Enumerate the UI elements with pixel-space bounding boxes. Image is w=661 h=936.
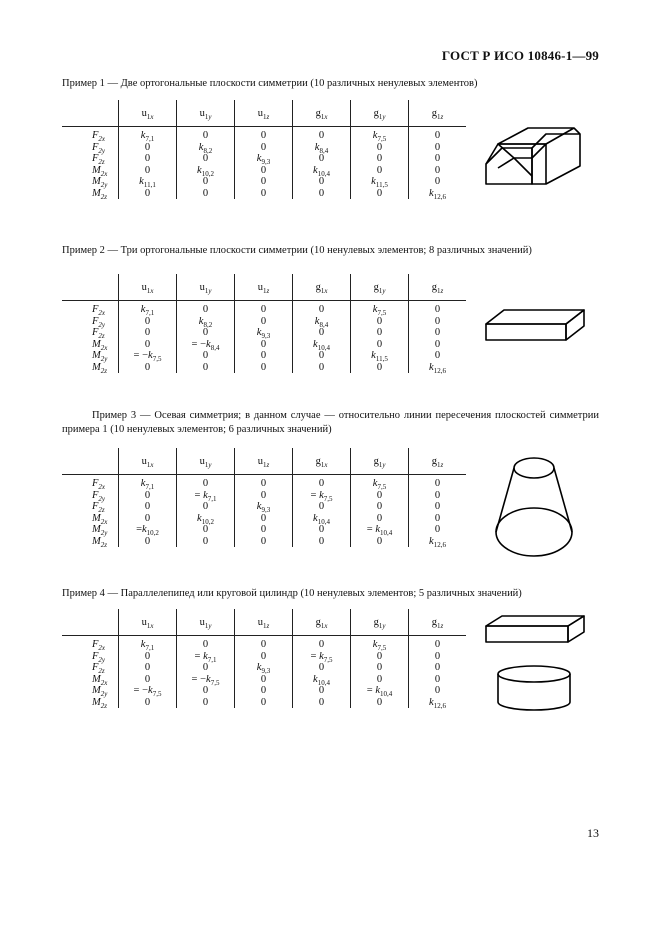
row-label: $F_{2z}$: [92, 662, 105, 675]
matrix-cell: $k_{9,3}$: [235, 327, 293, 339]
matrix-cell: 0: [293, 697, 351, 709]
matrix-cell: 0: [351, 327, 409, 339]
matrix-cell: 0: [235, 697, 293, 709]
matrix-cell: 0: [351, 697, 409, 709]
stiffness-matrix-table: [62, 274, 466, 373]
matrix-cell: 0: [119, 362, 177, 374]
matrix-cell: 0: [409, 501, 467, 513]
matrix-cell: 0: [235, 513, 293, 525]
column-header: $u_{1y}$: [177, 448, 235, 475]
matrix-cell: = $-k_{7,5}$: [119, 685, 177, 697]
row-label: $F_{2y}$: [92, 141, 106, 155]
column-header: $u_{1x}$: [119, 100, 177, 127]
matrix-cell: 0: [119, 651, 177, 663]
matrix-cell: 0: [409, 176, 467, 188]
matrix-cell: 0: [409, 350, 467, 362]
column-header: $g_{1z}$: [409, 448, 467, 475]
corner-cell: [62, 274, 119, 301]
example-caption: Пример 3 — Осевая симметрия; в данном случае — относительно линии пересечения плоскостей симметрии примера 1 (10 ненулевых элементов; 6 различных значений): [62, 410, 599, 435]
matrix-cell: = $k_{10,4}$: [351, 685, 409, 697]
column-header: $g_{1x}$: [293, 448, 351, 475]
matrix-cell: 0: [293, 188, 351, 200]
corner-cell: [62, 609, 119, 636]
matrix-cell: 0: [235, 176, 293, 188]
matrix-cell: 0: [177, 524, 235, 536]
matrix-cell: 0: [119, 339, 177, 351]
column-header: $g_{1z}$: [409, 274, 467, 301]
matrix-cell: 0: [119, 153, 177, 165]
matrix-cell: $k_{12,6}$: [409, 536, 467, 548]
matrix-cell: 0: [235, 127, 293, 142]
matrix-cell: 0: [177, 350, 235, 362]
matrix-cell: 0: [235, 685, 293, 697]
row-label: $F_{2x}$: [92, 130, 106, 143]
row-label: $F_{2y}$: [92, 489, 106, 503]
matrix-cell: 0: [235, 301, 293, 316]
matrix-cell: $k_{7,1}$: [119, 301, 177, 316]
matrix-cell: 0: [177, 127, 235, 142]
matrix-cell: = $-k_{8,4}$: [177, 339, 235, 351]
corner-cell: [62, 448, 119, 475]
matrix-cell: 0: [351, 674, 409, 686]
example-caption: Пример 2 — Три ортогональные плоскости симметрии (10 ненулевых элементов; 8 различных значений): [62, 245, 532, 256]
matrix-cell: 0: [235, 524, 293, 536]
matrix-cell: 0: [119, 536, 177, 548]
matrix-cell: 0: [293, 176, 351, 188]
matrix-cell: $k_{7,5}$: [351, 301, 409, 316]
matrix-cell: 0: [177, 327, 235, 339]
matrix-cell: 0: [293, 153, 351, 165]
matrix-cell: $k_{8,4}$: [293, 142, 351, 154]
matrix-cell: 0: [119, 327, 177, 339]
matrix-cell: 0: [409, 301, 467, 316]
matrix-cell: $k_{7,5}$: [351, 127, 409, 142]
row-label: $F_{2y}$: [92, 315, 106, 329]
corner-cell: [62, 100, 119, 127]
matrix-cell: 0: [177, 536, 235, 548]
matrix-cell: 0: [177, 301, 235, 316]
matrix-cell: $=k_{10,2}$: [119, 524, 177, 536]
row-label: $F_{2z}$: [92, 153, 105, 166]
matrix-cell: 0: [409, 165, 467, 177]
matrix-cell: $k_{7,1}$: [119, 127, 177, 142]
column-header: $u_{1y}$: [177, 274, 235, 301]
column-header: $u_{1x}$: [119, 609, 177, 636]
matrix-cell: $k_{8,4}$: [293, 316, 351, 328]
matrix-cell: 0: [235, 536, 293, 548]
matrix-cell: 0: [235, 339, 293, 351]
matrix-cell: 0: [409, 127, 467, 142]
matrix-cell: 0: [235, 651, 293, 663]
matrix-cell: 0: [177, 475, 235, 490]
matrix-cell: $k_{9,3}$: [235, 662, 293, 674]
column-header: $u_{1z}$: [235, 274, 293, 301]
matrix-cell: 0: [351, 513, 409, 525]
matrix-cell: 0: [409, 142, 467, 154]
matrix-cell: 0: [351, 490, 409, 502]
matrix-cell: 0: [409, 153, 467, 165]
matrix-cell: 0: [293, 475, 351, 490]
matrix-cell: 0: [119, 501, 177, 513]
matrix-cell: 0: [177, 636, 235, 651]
matrix-cell: 0: [351, 153, 409, 165]
matrix-cell: = $-k_{7,5}$: [177, 674, 235, 686]
matrix-cell: 0: [235, 142, 293, 154]
page-number: 13: [587, 826, 599, 840]
matrix-cell: 0: [235, 490, 293, 502]
matrix-cell: = $k_{7,1}$: [177, 490, 235, 502]
matrix-cell: 0: [351, 339, 409, 351]
matrix-cell: 0: [293, 350, 351, 362]
matrix-cell: 0: [177, 685, 235, 697]
matrix-cell: $k_{10,2}$: [177, 513, 235, 525]
matrix-cell: 0: [293, 662, 351, 674]
figure-rectangular-plate: [484, 306, 588, 346]
stiffness-matrix-table: [62, 609, 466, 708]
row-label: $F_{2x}$: [92, 304, 106, 317]
matrix-cell: $k_{11,1}$: [119, 176, 177, 188]
matrix-cell: 0: [235, 475, 293, 490]
matrix-cell: $k_{10,4}$: [293, 339, 351, 351]
matrix-cell: 0: [177, 697, 235, 709]
column-header: $g_{1x}$: [293, 100, 351, 127]
column-header: $g_{1y}$: [351, 609, 409, 636]
matrix-cell: $k_{9,3}$: [235, 501, 293, 513]
matrix-cell: 0: [351, 316, 409, 328]
matrix-cell: = $-k_{7,5}$: [119, 350, 177, 362]
row-label: $M_{2z}$: [92, 696, 107, 710]
matrix-cell: 0: [177, 501, 235, 513]
matrix-cell: $k_{12,6}$: [409, 362, 467, 374]
matrix-cell: = $k_{7,1}$: [177, 651, 235, 663]
matrix-cell: 0: [409, 636, 467, 651]
matrix-cell: $k_{12,6}$: [409, 697, 467, 709]
column-header: $g_{1z}$: [409, 100, 467, 127]
matrix-cell: 0: [235, 165, 293, 177]
figure-plate: [484, 612, 588, 646]
matrix-cell: $k_{8,2}$: [177, 142, 235, 154]
matrix-cell: 0: [293, 362, 351, 374]
matrix-cell: 0: [119, 674, 177, 686]
matrix-cell: 0: [293, 536, 351, 548]
matrix-cell: 0: [293, 685, 351, 697]
matrix-cell: $k_{10,4}$: [293, 513, 351, 525]
column-header: $u_{1z}$: [235, 609, 293, 636]
matrix-cell: 0: [293, 501, 351, 513]
example-caption: Пример 1 — Две ортогональные плоскости симметрии (10 различных ненулевых элементов): [62, 78, 478, 89]
column-header: $u_{1y}$: [177, 609, 235, 636]
column-header: $u_{1z}$: [235, 448, 293, 475]
row-label: $F_{2y}$: [92, 650, 106, 664]
matrix-cell: 0: [177, 176, 235, 188]
matrix-cell: $k_{11,5}$: [351, 350, 409, 362]
matrix-cell: $k_{7,1}$: [119, 475, 177, 490]
matrix-cell: 0: [409, 685, 467, 697]
column-header: $u_{1y}$: [177, 100, 235, 127]
matrix-cell: 0: [177, 153, 235, 165]
matrix-cell: 0: [119, 142, 177, 154]
matrix-cell: 0: [119, 188, 177, 200]
matrix-cell: 0: [293, 524, 351, 536]
row-label: $F_{2x}$: [92, 478, 106, 491]
matrix-cell: 0: [177, 662, 235, 674]
matrix-cell: $k_{11,5}$: [351, 176, 409, 188]
matrix-cell: $k_{7,5}$: [351, 636, 409, 651]
row-label: $M_{2y}$: [92, 350, 108, 363]
row-label: $M_{2y}$: [92, 685, 108, 698]
row-label: $M_{2z}$: [92, 361, 107, 375]
matrix-cell: $k_{12,6}$: [409, 188, 467, 200]
matrix-cell: 0: [351, 362, 409, 374]
matrix-cell: 0: [351, 165, 409, 177]
column-header: $g_{1y}$: [351, 100, 409, 127]
matrix-cell: = $k_{7,5}$: [293, 651, 351, 663]
matrix-cell: 0: [409, 327, 467, 339]
matrix-cell: $k_{10,2}$: [177, 165, 235, 177]
matrix-cell: 0: [119, 513, 177, 525]
matrix-cell: = $k_{10,4}$: [351, 524, 409, 536]
matrix-cell: 0: [235, 674, 293, 686]
row-label: $M_{2z}$: [92, 187, 107, 201]
matrix-cell: $k_{7,1}$: [119, 636, 177, 651]
matrix-cell: 0: [409, 513, 467, 525]
matrix-cell: 0: [293, 636, 351, 651]
column-header: $g_{1x}$: [293, 274, 351, 301]
matrix-cell: 0: [119, 697, 177, 709]
column-header: $u_{1z}$: [235, 100, 293, 127]
matrix-cell: 0: [119, 165, 177, 177]
row-label: $M_{2x}$: [92, 512, 108, 526]
matrix-cell: 0: [293, 327, 351, 339]
matrix-cell: 0: [409, 475, 467, 490]
matrix-cell: 0: [235, 636, 293, 651]
matrix-cell: 0: [119, 490, 177, 502]
matrix-cell: 0: [235, 188, 293, 200]
row-label: $F_{2z}$: [92, 327, 105, 340]
matrix-cell: $k_{10,4}$: [293, 165, 351, 177]
figure-block-with-cutouts: [484, 124, 590, 188]
column-header: $g_{1y}$: [351, 274, 409, 301]
matrix-cell: 0: [177, 188, 235, 200]
matrix-cell: 0: [409, 662, 467, 674]
matrix-cell: 0: [409, 339, 467, 351]
example-caption: Пример 4 — Параллелепипед или круговой цилиндр (10 ненулевых элементов; 5 различных значений): [62, 588, 522, 599]
matrix-cell: 0: [409, 490, 467, 502]
matrix-cell: $k_{10,4}$: [293, 674, 351, 686]
matrix-cell: 0: [351, 651, 409, 663]
stiffness-matrix-table: [62, 448, 466, 547]
column-header: $g_{1x}$: [293, 609, 351, 636]
matrix-cell: 0: [235, 350, 293, 362]
matrix-cell: 0: [293, 127, 351, 142]
matrix-cell: 0: [351, 142, 409, 154]
matrix-cell: 0: [409, 524, 467, 536]
column-header: $u_{1x}$: [119, 274, 177, 301]
document-header: ГОСТ Р ИСО 10846-1—99: [441, 48, 599, 63]
matrix-cell: $k_{7,5}$: [351, 475, 409, 490]
row-label: $F_{2x}$: [92, 639, 106, 652]
matrix-cell: $k_{9,3}$: [235, 153, 293, 165]
matrix-cell: 0: [119, 662, 177, 674]
figure-cylinder: [494, 664, 574, 714]
row-label: $F_{2z}$: [92, 501, 105, 514]
matrix-cell: 0: [409, 316, 467, 328]
row-label: $M_{2x}$: [92, 673, 108, 687]
matrix-cell: 0: [293, 301, 351, 316]
matrix-cell: 0: [351, 501, 409, 513]
matrix-cell: 0: [409, 674, 467, 686]
matrix-cell: $k_{8,2}$: [177, 316, 235, 328]
stiffness-matrix-table: [62, 100, 466, 199]
row-label: $M_{2y}$: [92, 176, 108, 189]
row-label: $M_{2y}$: [92, 524, 108, 537]
figure-truncated-cone: [490, 454, 580, 562]
matrix-cell: 0: [119, 316, 177, 328]
row-label: $M_{2x}$: [92, 338, 108, 352]
matrix-cell: 0: [235, 316, 293, 328]
matrix-cell: 0: [351, 188, 409, 200]
column-header: $g_{1z}$: [409, 609, 467, 636]
column-header: $u_{1x}$: [119, 448, 177, 475]
row-label: $M_{2x}$: [92, 164, 108, 178]
row-label: $M_{2z}$: [92, 535, 107, 549]
matrix-cell: 0: [177, 362, 235, 374]
matrix-cell: 0: [351, 536, 409, 548]
column-header: $g_{1y}$: [351, 448, 409, 475]
matrix-cell: 0: [409, 651, 467, 663]
matrix-cell: = $k_{7,5}$: [293, 490, 351, 502]
matrix-cell: 0: [351, 662, 409, 674]
matrix-cell: 0: [235, 362, 293, 374]
